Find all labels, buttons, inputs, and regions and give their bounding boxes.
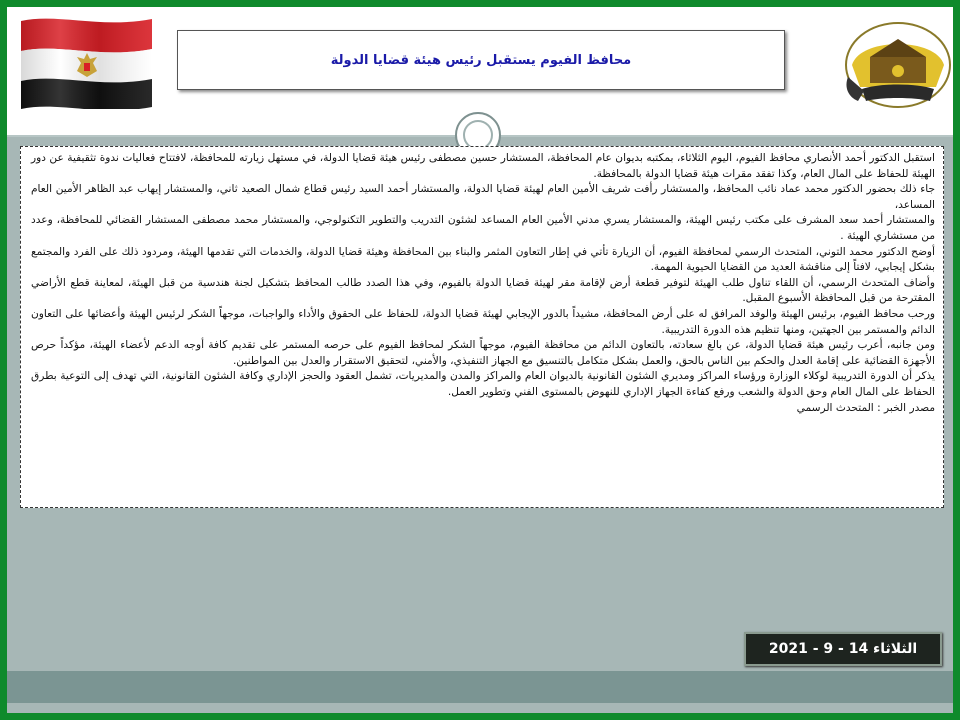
- article-body: [31, 151, 935, 416]
- footer-band: [7, 671, 953, 703]
- article-box: [20, 146, 944, 508]
- headline-box: [177, 30, 785, 90]
- fayoum-governorate-logo: [840, 17, 952, 109]
- article-paragraph: والمستشار أحمد سعد المشرف على مكتب رئيس الهيئة، والمستشار يسري مدني الأمين العام المساعد لشئون التدريب والتطوير التكنولوجي، والمستشار محمد مصطفى المستشار القضائي للمحافظة، وعدد من مستشاري الهيئة .: [31, 214, 935, 242]
- egypt-flag-icon: [19, 17, 154, 109]
- article-paragraph: ورحب محافظ الفيوم، برئيس الهيئة والوفد المرافق له على أرض المحافظة، مشيداً بالدور الإيجابي لهيئة قضايا الدولة، للحفاظ على الحقوق والأداء والواجبات، موجهاً الشكر لرئيس الهيئة وأعضائها على التعاون الدائم والمستمر بين الجهتين، ومنها تنظيم هذه الدورة التدريبية.: [31, 307, 935, 336]
- news-source: مصدر الخبر : المتحدث الرسمي: [796, 401, 935, 414]
- article-paragraph: أوضح الدكتور محمد التوني، المتحدث الرسمي لمحافظة الفيوم، أن الزيارة تأتي في إطار التعاون المثمر والبناء بين المحافظة وهيئة قضايا الدولة، والخدمات التي تقدمها الهيئة، ومردود ذلك على الفرد والمجتمع بشكل إيجابي، لافتاً إلى مناقشة العديد من القضايا الحيوية المهمة.: [31, 245, 935, 274]
- article-paragraph: ومن جانبه، أعرب رئيس هيئة قضايا الدولة، عن بالغ سعادته، بالتعاون الدائم من محافظة الفيوم، موجهاً الشكر لمحافظ الفيوم على حرصه المستمر على تقديم كافة أوجه الدعم لأعضاء الهيئة، مؤكداً حرص الأجهزة القضائية على إقامة العدل والحكم بين الناس بالحق، والعمل بشكل متكامل بالتنسيق مع الجهاز التنفيذي، والأمني، لتحقيق الاستقرار والعدل بين المواطنين.: [31, 339, 935, 367]
- article-paragraph: استقبل الدكتور أحمد الأنصاري محافظ الفيوم، اليوم الثلاثاء، بمكتبه بديوان عام المحافظة، المستشار حسين مصطفى رئيس هيئة قضايا الدولة، في مستهل زيارته للمحافظة، لافتتاح فعاليات ندوة تثقيفية عن دور الهيئة للحفاظ على المال العام، وكذا تفقد مقرات هيئة قضايا الدولة بالمحافظة.: [31, 152, 935, 180]
- headline: محافظ الفيوم يستقبل رئيس هيئة قضايا الدولة: [330, 52, 632, 68]
- article-paragraph: جاء ذلك بحضور الدكتور محمد عماد نائب المحافظ، والمستشار رأفت شريف الأمين العام لهيئة قضايا الدولة، والمستشار أحمد السيد رئيس قطاع شمال الصعيد ثاني، والمستشار إيهاب عبد الظاهر الأمين العام المساعد،: [31, 183, 935, 211]
- article-paragraph: وأضاف المتحدث الرسمي، أن اللقاء تناول طلب الهيئة لتوفير قطعة أرض لإقامة مقر لهيئة قضايا الدولة بالفيوم، وفي هذا الصدد طالب المحافظ بتشكيل لجنة هندسية من قبل الهيئة، لمعاينة قطع الأراضي المقترحة من قبل المحافظة الأسبوع المقبل.: [31, 276, 935, 305]
- article-paragraph: يذكر أن الدورة التدريبية لوكلاء الوزارة ورؤساء المراكز ومديري الشئون القانونية بالديوان العام والمراكز والمدن والمديريات، تشمل العقود والحجز الإداري وكافة الشئون القانونية، التي تهدف إلى التوعية بطرق الحفاظ على المال العام وحق الدولة والشعب ورفع كفاءة الجهاز الإداري للنهوض بالمستوى الفني وتطوير العمل.: [31, 370, 935, 398]
- date-badge: الثلاثاء 14 - 9 - 2021: [744, 632, 942, 666]
